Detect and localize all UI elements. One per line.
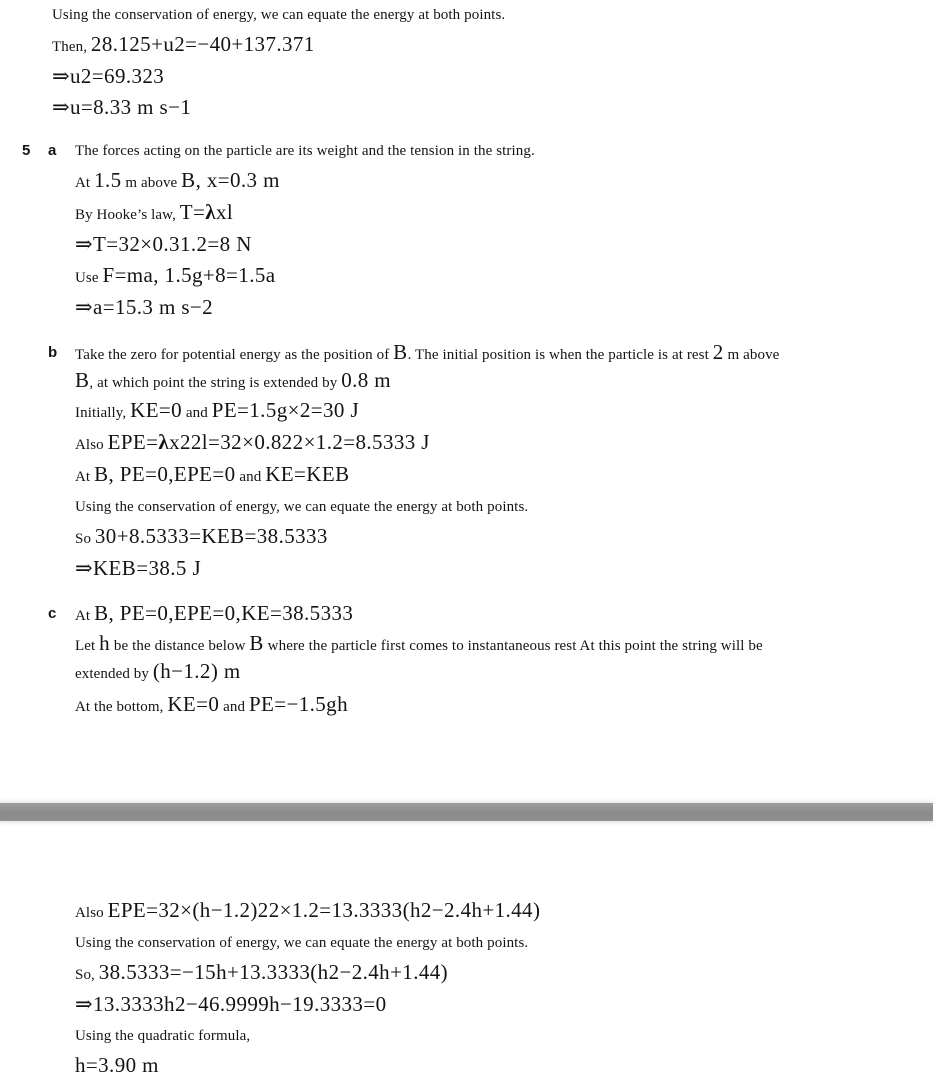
prose-text-run: Using the conservation of energy, we can equate the energy at both points. [75, 499, 529, 515]
math-text-run: F=ma, 1.5g+8=1.5a [102, 263, 276, 287]
math-text-run: KE=0 [167, 692, 220, 716]
math-text-run: KE=0 [130, 398, 183, 422]
math-text-run: B, PE=0,EPE=0 [94, 462, 236, 486]
problem-number: 5 [22, 142, 31, 159]
math-text-run: (h−1.2) m [152, 659, 241, 683]
part-b-content [75, 340, 933, 585]
prose-text-run: Initially, [75, 405, 131, 421]
solution-text-line [75, 1021, 933, 1051]
prose-text-run: and [235, 469, 266, 485]
prose-text-run: Take the zero for potential energy as the position of [75, 347, 394, 363]
math-text-run: 1.5 [94, 168, 122, 192]
part-a-label: a [48, 142, 57, 159]
solution-text-line [75, 659, 933, 687]
solution-text-line [75, 522, 933, 554]
prose-text-run: be the distance below [110, 638, 250, 654]
solution-text-line [52, 0, 933, 30]
solution-text-line [75, 340, 933, 368]
solution-text-line [75, 198, 933, 230]
solution-text-line [75, 460, 933, 492]
part-b-label: b [48, 344, 58, 361]
math-text-run: ⇒u2=69.323 [52, 64, 165, 88]
math-text-run: ⇒u=8.33 m s−1 [52, 95, 192, 119]
prose-text-run: Also [75, 437, 108, 453]
problem-5-part-a [22, 136, 933, 324]
math-text-run: B [75, 368, 90, 392]
prose-text-run: Using the quadratic formula, [75, 1028, 251, 1044]
solution-text-line [75, 166, 933, 198]
prose-text-run: Let [75, 638, 100, 654]
math-bold-text-run: λ [205, 200, 216, 224]
math-text-run: 2 [712, 340, 724, 364]
part-c-content [75, 599, 933, 722]
page-2 [0, 896, 933, 1082]
prose-text-run: So, [75, 967, 99, 983]
math-text-run: h [99, 631, 111, 655]
prose-text-run: m above [121, 175, 182, 191]
page-break-divider [0, 803, 933, 821]
math-text-run: h=3.90 m [75, 1053, 159, 1077]
part-c-label: c [48, 605, 57, 622]
solution-text-line [52, 62, 933, 93]
math-text-run: 28.125+u2=−40+137.371 [90, 32, 315, 56]
prose-text-run: and [219, 699, 249, 715]
problem-5-part-c [48, 599, 933, 722]
prose-text-run: Using the conservation of energy, we can equate the energy at both points. [52, 7, 506, 23]
prose-text-run: Also [75, 905, 108, 921]
solution-text-line [75, 896, 933, 928]
math-text-run: T= [179, 200, 206, 224]
solution-text-line [75, 396, 933, 428]
math-text-run: 0.8 m [341, 368, 392, 392]
prose-text-run: At [75, 175, 95, 191]
solution-text-line [75, 958, 933, 990]
math-text-run: 38.5333=−15h+13.3333(h2−2.4h+1.44) [98, 960, 449, 984]
prose-text-run: By Hooke’s law, [75, 207, 180, 223]
solution-text-line [75, 293, 933, 324]
math-text-run: xl [216, 200, 234, 224]
prose-text-run: . The initial position is when the particle is at rest [407, 347, 713, 363]
math-text-run: ⇒KEB=38.5 J [75, 556, 202, 580]
prose-text-run: , at which point the string is extended by [89, 375, 342, 391]
prose-text-run: where the particle first comes to instantaneous rest At this point the string will be [263, 638, 763, 654]
solution-text-line [75, 990, 933, 1021]
prose-text-run: extended by [75, 666, 153, 682]
prose-text-run: Then, [52, 39, 91, 55]
part-a-content [75, 136, 933, 324]
solution-text-line [75, 492, 933, 522]
math-text-run: B, PE=0,EPE=0,KE=38.5333 [94, 601, 354, 625]
continuation-solution-block [75, 896, 933, 1082]
math-text-run: EPE=32×(h−1.2)22×1.2=13.3333(h2−2.4h+1.44) [107, 898, 541, 922]
math-text-run: KE=KEB [265, 462, 350, 486]
solution-text-line [75, 136, 933, 166]
prose-text-run: Using the conservation of energy, we can equate the energy at both points. [75, 935, 529, 951]
math-text-run: B [249, 631, 264, 655]
solution-text-line [75, 554, 933, 585]
solution-text-line [75, 1051, 933, 1082]
math-text-run: B [393, 340, 408, 364]
solution-text-line [75, 928, 933, 958]
solution-text-line [75, 599, 933, 631]
math-text-run: ⇒T=32×0.31.2=8 N [75, 232, 252, 256]
solution-text-line [52, 93, 933, 124]
math-text-run: x22l=32×0.822×1.2=8.5333 J [169, 430, 430, 454]
problem-5-part-b [48, 340, 933, 585]
math-text-run: ⇒13.3333h2−46.9999h−19.3333=0 [75, 992, 387, 1016]
prose-text-run: At [75, 469, 95, 485]
solution-text-line [75, 690, 933, 722]
math-text-run: 30+8.5333=KEB=38.5333 [94, 524, 328, 548]
math-text-run: PE=1.5g×2=30 J [211, 398, 360, 422]
prose-text-run: The forces acting on the particle are its weight and the tension in the string. [75, 143, 535, 159]
prose-text-run: Use [75, 270, 103, 286]
solution-text-line [75, 631, 933, 659]
solution-text-line [75, 428, 933, 460]
prose-text-run: At [75, 608, 95, 624]
solution-text-line [75, 261, 933, 293]
solution-text-line [75, 230, 933, 261]
solution-text-line [75, 368, 933, 396]
prose-text-run: At the bottom, [75, 699, 168, 715]
math-text-run: ⇒a=15.3 m s−2 [75, 295, 214, 319]
prose-text-run: and [182, 405, 212, 421]
math-text-run: B, x=0.3 m [181, 168, 280, 192]
math-text-run: PE=−1.5gh [248, 692, 348, 716]
solution-text-line [52, 30, 933, 62]
math-bold-text-run: λ [158, 430, 170, 454]
intro-solution-block [52, 0, 933, 124]
prose-text-run: m above [723, 347, 780, 363]
math-text-run: EPE= [107, 430, 159, 454]
prose-text-run: So [75, 531, 95, 547]
